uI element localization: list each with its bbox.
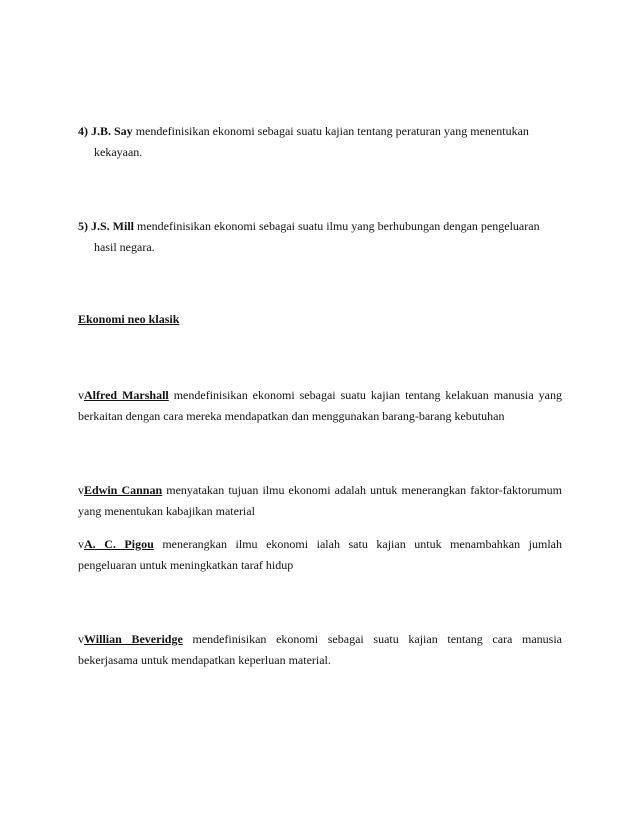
author-name: J.S. Mill <box>91 219 135 233</box>
definition-text: mendefinisikan ekonomi sebagai suatu kajian tentang peraturan yang menentukan <box>132 124 529 138</box>
definition-text: menerangkan ilmu ekonomi ialah satu kajian untuk menambahkan jumlah pengeluaran untuk meningkatkan taraf hidup <box>78 537 562 572</box>
author-name: J.B. Say <box>91 124 133 138</box>
item-number: 4) <box>78 124 88 138</box>
bullet-symbol: v <box>78 632 84 646</box>
bullet-ac-pigou <box>78 534 562 576</box>
item-jb-say <box>78 121 562 163</box>
bullet-symbol: v <box>78 537 84 551</box>
item-number: 5) <box>78 219 88 233</box>
definition-text: mendefinisikan ekonomi sebagai suatu kajian tentang kelakuan manusia yang berkaitan dengan cara mereka mendapatkan dan menggunakan barang-barang kebutuhan <box>78 388 562 423</box>
author-name: Alfred Marshall <box>84 388 169 402</box>
definition-text: menyatakan tujuan ilmu ekonomi adalah untuk menerangkan faktor-faktorumum yang menentukan kabajikan material <box>78 483 562 518</box>
definition-text: mendefinisikan ekonomi sebagai suatu ilmu yang berhubungan dengan pengeluaran <box>134 219 540 233</box>
author-name: A. C. Pigou <box>84 537 154 551</box>
bullet-alfred-marshall <box>78 385 562 427</box>
item-continuation: kekayaan. <box>94 145 143 159</box>
bullet-symbol: v <box>78 388 84 402</box>
item-first-line <box>78 121 562 142</box>
bullet-symbol: v <box>78 483 84 497</box>
item-js-mill <box>78 216 562 258</box>
author-name: Edwin Cannan <box>84 483 163 497</box>
bullet-willian-beveridge <box>78 629 562 671</box>
definition-text: mendefinisikan ekonomi sebagai suatu kajian tentang cara manusia bekerjasama untuk mendapatkan keperluan material. <box>78 632 562 667</box>
item-continuation: hasil negara. <box>94 240 155 254</box>
author-name: Willian Beveridge <box>84 632 183 646</box>
item-first-line <box>78 216 562 237</box>
bullet-edwin-cannan <box>78 480 562 522</box>
section-heading: Ekonomi neo klasik <box>78 312 180 326</box>
